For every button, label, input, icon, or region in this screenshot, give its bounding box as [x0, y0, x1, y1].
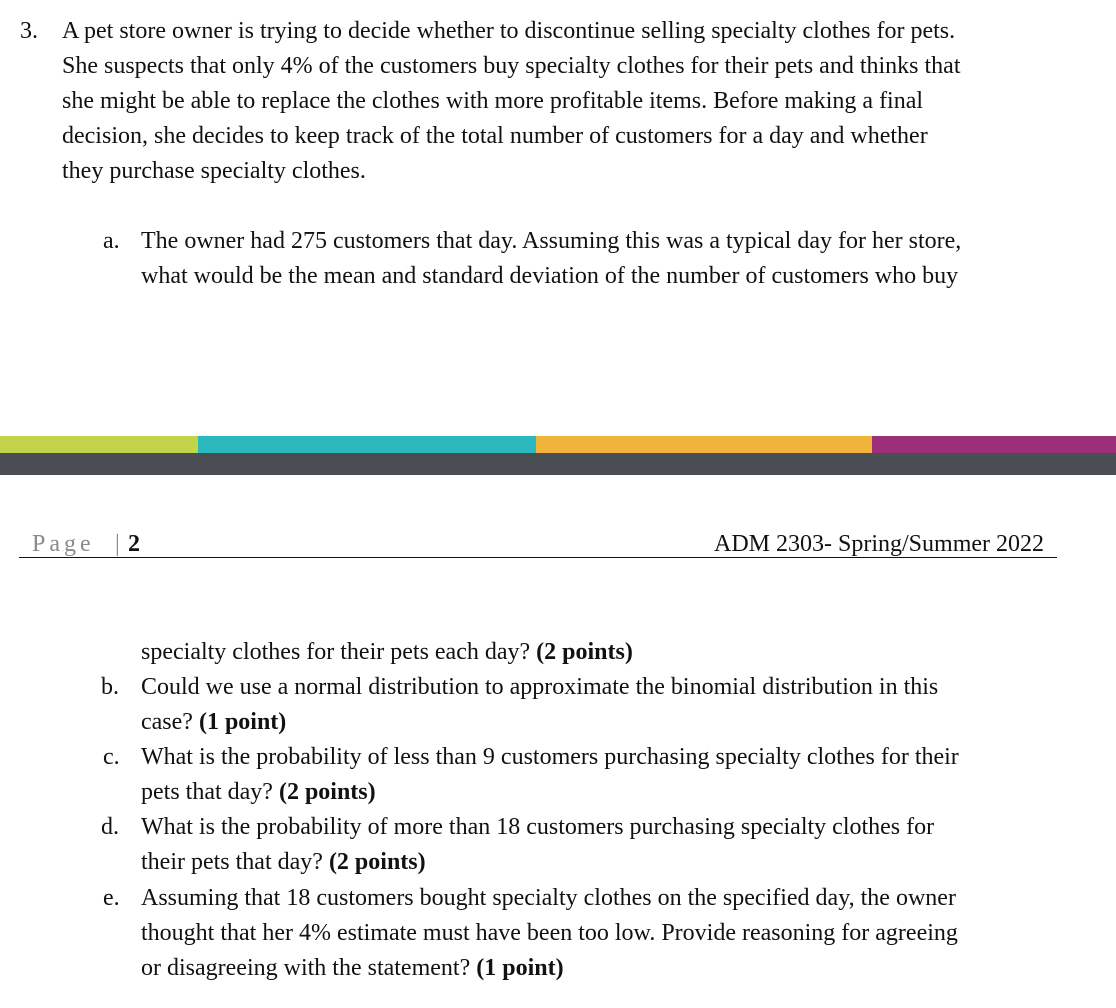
part-a-continued: [141, 635, 633, 670]
part-c-label: c.: [103, 744, 120, 770]
part-c-text: pets that day?: [141, 779, 273, 805]
part-c-text-line: What is the probability of less than 9 customers purchasing specialty clothes for their: [141, 744, 959, 770]
part-d-text-line-2: [141, 845, 426, 880]
page-label: Page: [32, 531, 95, 557]
header-rule: [19, 557, 1057, 558]
question-text-line: she might be able to replace the clothes with more profitable items. Before making a final: [62, 88, 924, 114]
part-d-points: (2 points): [328, 849, 426, 875]
part-a-points: (2 points): [536, 639, 633, 665]
question-text-line: they purchase specialty clothes.: [62, 158, 366, 184]
part-c-points: (2 points): [278, 779, 376, 805]
part-b-points: (1 point): [198, 709, 287, 735]
part-d-label: d.: [101, 814, 119, 840]
page-number: 2: [128, 531, 140, 557]
course-title: ADM 2303- Spring/Summer 2022: [714, 531, 1044, 557]
part-c-text-line-2: [141, 775, 376, 810]
part-b-label: b.: [101, 674, 119, 700]
part-e-text: or disagreeing with the statement?: [141, 955, 471, 981]
part-e-text-line: Assuming that 18 customers bought specialty clothes on the specified day, the owner: [141, 885, 956, 911]
question-number: 3.: [20, 18, 38, 44]
part-b-text: case?: [141, 709, 193, 735]
part-e-text-line-3: [141, 951, 564, 986]
page-separator: |: [115, 531, 120, 557]
question-text-line: A pet store owner is trying to decide whether to discontinue selling specialty clothes for pets.: [62, 18, 956, 44]
question-text-line: She suspects that only 4% of the customers buy specialty clothes for their pets and thinks that: [62, 53, 961, 79]
part-b-text-line-2: [141, 705, 286, 740]
part-e-points: (1 point): [476, 955, 564, 981]
footer-band-orange: [536, 436, 872, 453]
footer-band-teal: [198, 436, 536, 453]
part-e-text-line: thought that her 4% estimate must have been too low. Provide reasoning for agreeing: [141, 920, 958, 946]
part-a-text-line: The owner had 275 customers that day. Assuming this was a typical day for her store,: [141, 228, 962, 254]
footer-band-green: [0, 436, 198, 453]
footer-band-purple: [872, 436, 1116, 453]
part-a-label: a.: [103, 228, 120, 254]
part-d-text: their pets that day?: [141, 849, 323, 875]
footer-band-dark: [0, 453, 1116, 475]
part-b-text-line: Could we use a normal distribution to approximate the binomial distribution in this: [141, 674, 939, 700]
part-e-label: e.: [103, 885, 120, 911]
question-text-line: decision, she decides to keep track of the total number of customers for a day and whether: [62, 123, 928, 149]
part-a-text-line: what would be the mean and standard deviation of the number of customers who buy: [141, 263, 959, 289]
part-a-continued-text: specialty clothes for their pets each day?: [141, 639, 531, 665]
part-d-text-line: What is the probability of more than 18 customers purchasing specialty clothes for: [141, 814, 935, 840]
